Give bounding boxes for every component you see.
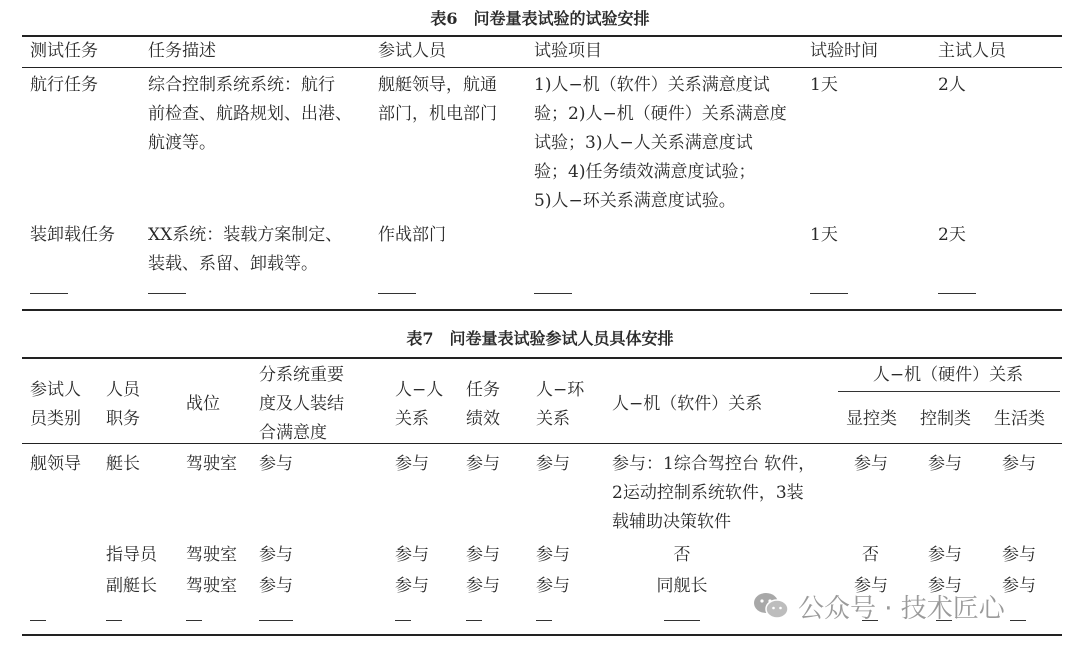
cell-hh: 参与: [395, 545, 429, 565]
empty-dash: [30, 293, 68, 294]
header-line: 分系统重要: [259, 365, 344, 385]
cell-perf: 参与: [466, 454, 500, 474]
header-line: 任务: [466, 380, 500, 400]
cell-station: 驾驶室: [186, 576, 237, 596]
header-line: 人−人: [395, 380, 444, 400]
header-station: 战位: [186, 394, 220, 414]
desc-line: 综合控制系统系统：航行: [148, 75, 335, 95]
cell-position: 艇长: [106, 454, 140, 474]
header-software: 人−机（软件）关系: [612, 394, 763, 414]
header-staff: 参试人员: [378, 41, 446, 61]
software-line: 载辅助决策软件: [612, 512, 731, 532]
header-line: 人员: [106, 380, 140, 400]
header-desc: 任务描述: [148, 41, 216, 61]
empty-dash: [106, 620, 122, 621]
cell-hh: 参与: [395, 454, 429, 474]
cell-time: 1天: [810, 225, 838, 245]
desc-line: 装载、系留、卸载等。: [148, 254, 318, 274]
header-time: 试验时间: [810, 41, 878, 61]
software-line: 参与：1综合驾控台 软件，: [612, 454, 816, 474]
empty-dash: [259, 620, 293, 621]
header-line: 绩效: [466, 409, 500, 429]
cell-subsystem: 参与: [259, 545, 293, 565]
header-line: 员类别: [30, 409, 81, 429]
empty-dash: [395, 620, 411, 621]
items-line: 验；2)人−机（硬件）关系满意度: [534, 104, 787, 124]
empty-dash: [536, 620, 552, 621]
staff-line: 部门，机电部门: [378, 104, 497, 124]
header-task: 测试任务: [30, 41, 98, 61]
empty-dash: [810, 293, 848, 294]
header-line: 关系: [395, 409, 429, 429]
empty-dash: [1010, 620, 1026, 621]
desc-line: 航渡等。: [148, 133, 216, 153]
cell-hw-life: 参与: [1002, 576, 1036, 596]
header-hw-life: 生活类: [994, 409, 1045, 429]
cell-hw-control: 参与: [928, 454, 962, 474]
header-hw-control: 控制类: [920, 409, 971, 429]
cell-station: 驾驶室: [186, 545, 237, 565]
staff-line: 舰艇领导，航通: [378, 75, 497, 95]
cell-software: 否: [673, 545, 691, 565]
empty-dash: [378, 293, 416, 294]
software-line: 2运动控制系统软件，3装: [612, 483, 804, 503]
cell-subsystem: 参与: [259, 454, 293, 474]
cell-hw-display: 参与: [854, 454, 888, 474]
empty-dash: [30, 620, 46, 621]
watermark-text: 公众号 · 技术匠心: [798, 593, 1005, 624]
cell-examiners: 2天: [938, 225, 966, 245]
cell-perf: 参与: [466, 576, 500, 596]
cell-hw-display: 参与: [854, 576, 888, 596]
cell-he: 参与: [536, 545, 570, 565]
header-items: 试验项目: [534, 41, 602, 61]
table7-caption: 表7 问卷量表试验参试人员具体安排: [406, 329, 674, 348]
empty-dash: [466, 620, 482, 621]
header-perf: [466, 376, 500, 434]
table7-header-rule: [22, 443, 1062, 444]
cell-items: [534, 71, 787, 216]
cell-hw-display: 否: [862, 545, 879, 565]
cell-hw-life: 参与: [1002, 545, 1036, 565]
cell-hw-life: 参与: [1002, 454, 1036, 474]
header-line: 关系: [536, 409, 570, 429]
header-category: [30, 376, 81, 434]
header-hardware-group: 人−机（硬件）关系: [872, 365, 1024, 385]
header-line: 参试人: [30, 380, 81, 400]
header-line: 合满意度: [259, 423, 327, 443]
table7-bottom-rule: [22, 634, 1062, 636]
table7-top-rule: [22, 357, 1062, 359]
cell-task: 装卸载任务: [30, 225, 115, 245]
cell-desc: [148, 221, 342, 279]
cell-he: 参与: [536, 454, 570, 474]
cell-desc: [148, 71, 352, 158]
header-line: 度及人装结: [259, 394, 344, 414]
empty-dash: [938, 293, 976, 294]
items-line: 5)人−环关系满意度试验。: [534, 191, 736, 211]
desc-line: XX系统：装载方案制定、: [148, 225, 343, 245]
empty-dash: [148, 293, 186, 294]
cell-hw-control: 参与: [928, 545, 962, 565]
header-hh: [395, 376, 443, 434]
header-hw-display: 显控类: [846, 409, 897, 429]
empty-dash: [186, 620, 202, 621]
empty-dash: [664, 620, 700, 621]
header-examiners: 主试人员: [938, 41, 1006, 61]
cell-perf: 参与: [466, 545, 500, 565]
cell-station: 驾驶室: [186, 454, 237, 474]
cell-hw-control: 参与: [928, 576, 962, 596]
cell-category: 舰领导: [30, 454, 81, 474]
empty-dash: [534, 293, 572, 294]
cell-staff: 作战部门: [378, 225, 446, 245]
items-line: 验；4)任务绩效满意度试验；: [534, 162, 756, 182]
cell-software: [612, 450, 815, 537]
table6-bottom-rule: [22, 309, 1062, 311]
cell-position: 副艇长: [106, 576, 157, 596]
header-subsystem: [259, 361, 344, 448]
header-line: 职务: [106, 409, 140, 429]
cell-staff: [378, 71, 497, 129]
cell-subsystem: 参与: [259, 576, 293, 596]
table6-caption: 表6 问卷量表试验的试验安排: [430, 9, 650, 28]
cell-hh: 参与: [395, 576, 429, 596]
watermark: [752, 588, 1005, 624]
cell-he: 参与: [536, 576, 570, 596]
items-line: 1)人−机（软件）关系满意度试: [534, 75, 770, 95]
items-line: 试验；3)人−人关系满意度试: [534, 133, 753, 153]
header-position: [106, 376, 140, 434]
cell-task: 航行任务: [30, 75, 98, 95]
cell-position: 指导员: [106, 545, 157, 565]
wechat-icon: [752, 591, 790, 621]
cell-time: 1天: [810, 75, 838, 95]
header-he: [536, 376, 584, 434]
cell-software: 同舰长: [656, 576, 708, 596]
table6-header-rule: [22, 67, 1062, 68]
cell-examiners: 2人: [938, 75, 966, 95]
header-line: 人−环: [536, 380, 585, 400]
hardware-group-rule: [838, 391, 1060, 392]
desc-line: 前检查、航路规划、出港、: [148, 104, 352, 124]
